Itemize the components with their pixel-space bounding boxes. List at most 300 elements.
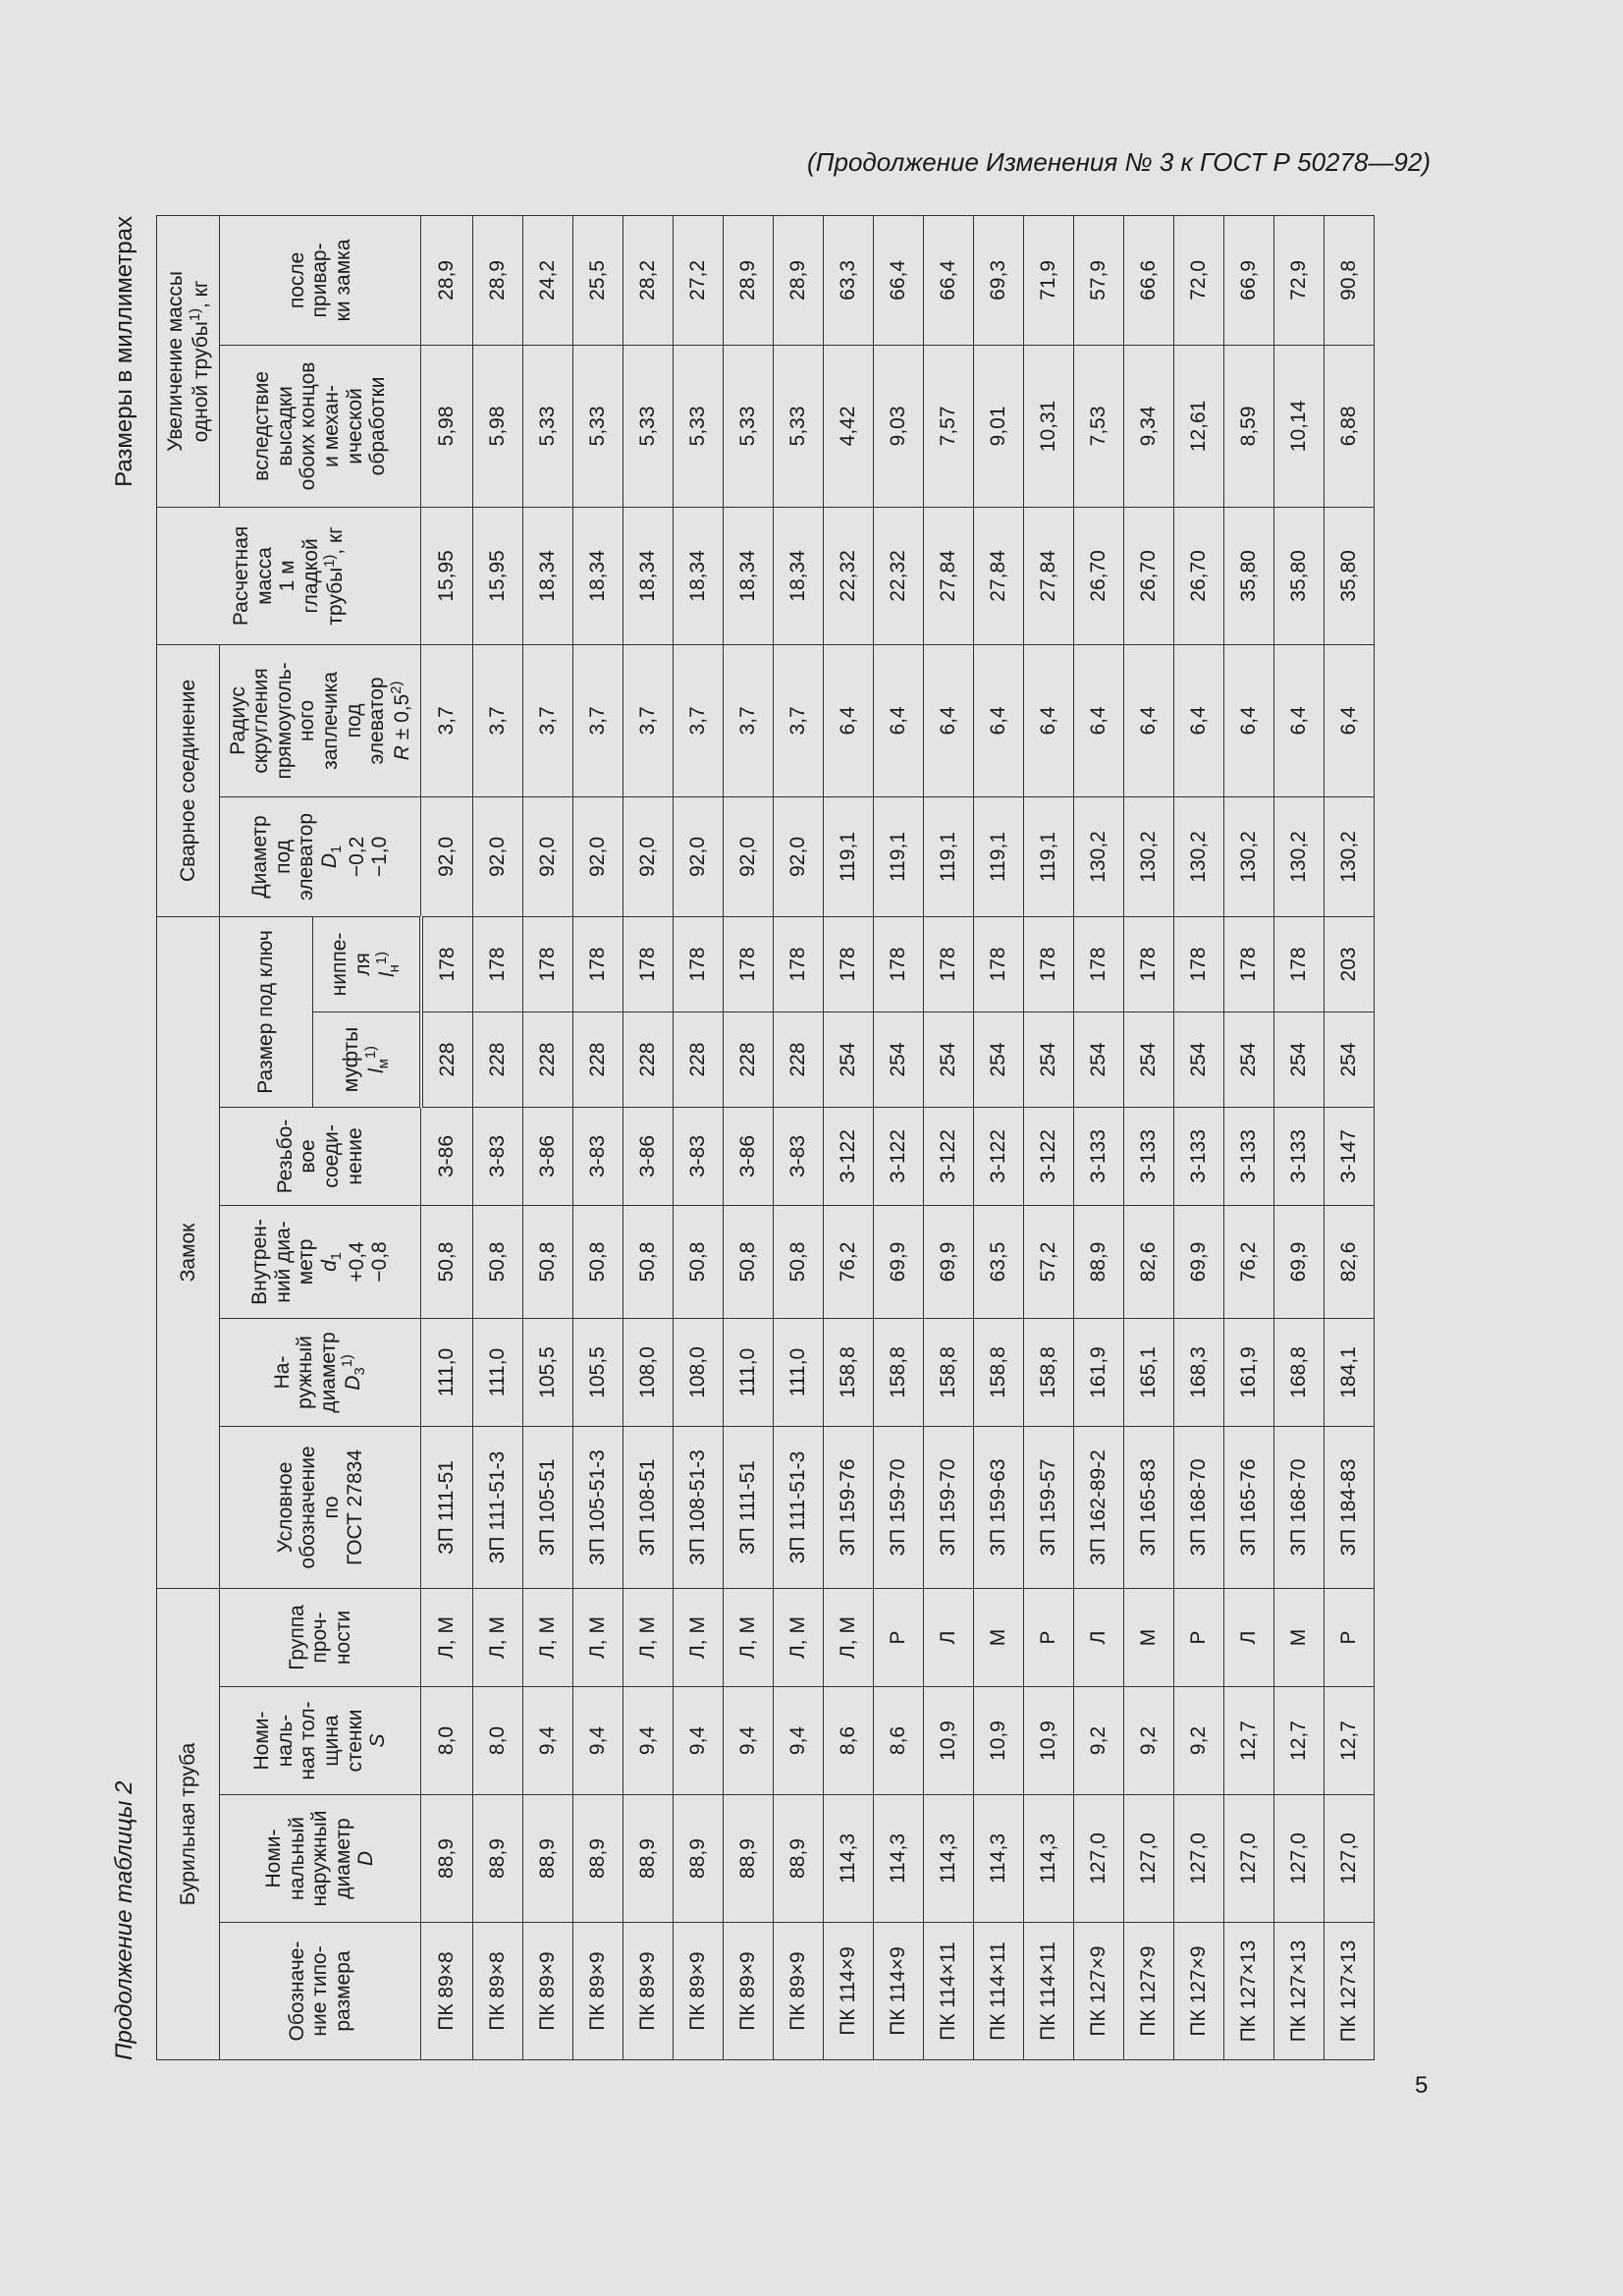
- table-cell: ЗП 105-51: [522, 1426, 572, 1588]
- table-cell: 178: [923, 916, 973, 1011]
- table-cell: ЗП 168-70: [1173, 1426, 1223, 1588]
- table-cell: Л, М: [673, 1588, 723, 1686]
- table-cell: ПК 127×9: [1073, 1923, 1123, 2060]
- table-cell: 254: [1273, 1011, 1324, 1107]
- table-cell: 178: [1273, 916, 1324, 1011]
- table-cell: ЗП 184-83: [1324, 1426, 1374, 1588]
- table-cell: З-133: [1273, 1107, 1324, 1205]
- table-cell: 228: [773, 1011, 823, 1107]
- table-cell: 254: [973, 1011, 1023, 1107]
- table-cell: 18,34: [673, 507, 723, 644]
- table-cell: 27,2: [673, 215, 723, 345]
- table-cell: 27,84: [923, 507, 973, 644]
- table-cell: 15,95: [421, 507, 473, 644]
- col-coupling-key: муфты $l_м^{1)}$: [313, 1011, 421, 1107]
- table-cell: 88,9: [673, 1795, 723, 1923]
- table-cell: 161,9: [1223, 1318, 1273, 1426]
- col-designation: Обозначе- ние типо- размера: [220, 1923, 421, 2060]
- table-row: [522, 215, 572, 2059]
- table-cell: 90,8: [1324, 215, 1374, 345]
- table-cell: 9,2: [1173, 1687, 1223, 1795]
- table-cell: 130,2: [1273, 796, 1324, 916]
- table-cell: 6,4: [873, 644, 923, 796]
- table-cell: 71,9: [1023, 215, 1073, 345]
- table-cell: 57,2: [1023, 1205, 1073, 1318]
- table-cell: 35,80: [1273, 507, 1324, 644]
- table-cell: З-147: [1324, 1107, 1374, 1205]
- table-cell: 119,1: [823, 796, 873, 916]
- table-cell: 50,8: [773, 1205, 823, 1318]
- table-cell: 88,9: [723, 1795, 773, 1923]
- table-cell: З-133: [1223, 1107, 1273, 1205]
- table-cell: 92,0: [472, 796, 522, 916]
- table-cell: 178: [673, 916, 723, 1011]
- table-cell: 82,6: [1324, 1205, 1374, 1318]
- table-cell: 26,70: [1123, 507, 1173, 644]
- col-shoulder-radius: Радиус скругления прямоуголь- ного заплечика под элеватор $R \pm 0,5^{2)}$: [220, 644, 421, 796]
- table-cell: З-83: [572, 1107, 622, 1205]
- table-cell: 10,9: [973, 1687, 1023, 1795]
- table-cell: 92,0: [522, 796, 572, 916]
- table-cell: ПК 114×9: [823, 1923, 873, 2060]
- table-cell: 254: [823, 1011, 873, 1107]
- table-cell: 92,0: [421, 796, 473, 916]
- table-cell: 178: [472, 916, 522, 1011]
- table-cell: 3,7: [673, 644, 723, 796]
- col-after-weld-mass: после привар- ки замка: [220, 215, 421, 345]
- table-cell: 6,4: [923, 644, 973, 796]
- table-cell: 228: [522, 1011, 572, 1107]
- table-cell: Л: [1073, 1588, 1123, 1686]
- col-upset-mass: вследствие высадки обоих концов и механ- ической обработки: [220, 345, 421, 507]
- table-cell: 254: [873, 1011, 923, 1107]
- table-cell: ЗП 165-83: [1123, 1426, 1173, 1588]
- table-cell: ПК 89×9: [522, 1923, 572, 2060]
- table-cell: ПК 127×9: [1173, 1923, 1223, 2060]
- table-cell: ПК 89×9: [572, 1923, 622, 2060]
- table-cell: 9,2: [1073, 1687, 1123, 1795]
- table-cell: 8,59: [1223, 345, 1273, 507]
- table-cell: 88,9: [773, 1795, 823, 1923]
- table-cell: ЗП 159-76: [823, 1426, 873, 1588]
- col-mass-per-meter: Расчетная масса 1 м гладкой трубы$^{1)}$, кг: [157, 507, 421, 644]
- table-cell: 9,4: [572, 1687, 622, 1795]
- table-cell: 114,3: [923, 1795, 973, 1923]
- table-cell: 50,8: [673, 1205, 723, 1318]
- table-cell: 6,4: [1173, 644, 1223, 796]
- table-cell: 254: [1173, 1011, 1223, 1107]
- table-cell: 50,8: [421, 1205, 473, 1318]
- table-cell: 27,84: [1023, 507, 1073, 644]
- table-cell: 9,01: [973, 345, 1023, 507]
- table-cell: 254: [1073, 1011, 1123, 1107]
- table-cell: 119,1: [873, 796, 923, 916]
- table-row: [1223, 215, 1273, 2059]
- table-cell: 178: [622, 916, 673, 1011]
- table-cell: 92,0: [572, 796, 622, 916]
- table-cell: 12,61: [1173, 345, 1223, 507]
- table-cell: 69,9: [1273, 1205, 1324, 1318]
- table-cell: 69,9: [1173, 1205, 1223, 1318]
- col-strength-group: Группа проч- ности: [220, 1588, 421, 1686]
- rotated-table-page: [103, 216, 1429, 2060]
- table-cell: 228: [622, 1011, 673, 1107]
- table-cell: 8,0: [421, 1687, 473, 1795]
- table-cell: ЗП 168-70: [1273, 1426, 1324, 1588]
- table-cell: 127,0: [1324, 1795, 1374, 1923]
- table-cell: Л, М: [572, 1588, 622, 1686]
- table-cell: 119,1: [923, 796, 973, 916]
- table-cell: 18,34: [572, 507, 622, 644]
- table-cell: Р: [1023, 1588, 1073, 1686]
- table-cell: 9,4: [673, 1687, 723, 1795]
- table-cell: 130,2: [1324, 796, 1374, 916]
- table-cell: 127,0: [1223, 1795, 1273, 1923]
- table-cell: 66,4: [873, 215, 923, 345]
- table-cell: М: [973, 1588, 1023, 1686]
- table-cell: ПК 114×11: [923, 1923, 973, 2060]
- table-cell: 28,9: [472, 215, 522, 345]
- table-cell: 228: [673, 1011, 723, 1107]
- table-cell: 105,5: [572, 1318, 622, 1426]
- table-cell: 8,0: [472, 1687, 522, 1795]
- group-drill-pipe: Бурильная труба: [157, 1588, 220, 2059]
- table-cell: 6,4: [973, 644, 1023, 796]
- col-wall-thickness: Номи- наль- ная тол- щина стенки S: [220, 1687, 421, 1795]
- table-cell: ПК 127×9: [1123, 1923, 1173, 2060]
- table-row: [1073, 215, 1123, 2059]
- table-cell: 114,3: [1023, 1795, 1073, 1923]
- table-cell: 12,7: [1324, 1687, 1374, 1795]
- table-cell: Р: [1324, 1588, 1374, 1686]
- table-cell: 228: [723, 1011, 773, 1107]
- table-cell: ПК 89×9: [723, 1923, 773, 2060]
- table-cell: 15,95: [472, 507, 522, 644]
- table-cell: ПК 89×9: [622, 1923, 673, 2060]
- table-cell: 5,98: [472, 345, 522, 507]
- table-cell: 3,7: [622, 644, 673, 796]
- table-cell: 9,4: [723, 1687, 773, 1795]
- table-cell: 7,57: [923, 345, 973, 507]
- table-cell: 76,2: [823, 1205, 873, 1318]
- table-cell: 119,1: [973, 796, 1023, 916]
- table-cell: 178: [421, 916, 473, 1011]
- table-cell: 92,0: [773, 796, 823, 916]
- table-cell: З-133: [1123, 1107, 1173, 1205]
- table-cell: 10,31: [1023, 345, 1073, 507]
- table-cell: З-86: [522, 1107, 572, 1205]
- table-cell: 111,0: [472, 1318, 522, 1426]
- table-cell: Р: [1173, 1588, 1223, 1686]
- table-cell: 88,9: [622, 1795, 673, 1923]
- table-cell: 105,5: [522, 1318, 572, 1426]
- table-cell: 178: [1123, 916, 1173, 1011]
- table-cell: 178: [823, 916, 873, 1011]
- table-cell: 18,34: [622, 507, 673, 644]
- table-cell: 3,7: [572, 644, 622, 796]
- table-cell: 24,2: [522, 215, 572, 345]
- table-cell: 114,3: [973, 1795, 1023, 1923]
- table-cell: 127,0: [1073, 1795, 1123, 1923]
- table-cell: 3,7: [723, 644, 773, 796]
- table-row: [1173, 215, 1223, 2059]
- table-cell: 8,6: [823, 1687, 873, 1795]
- table-cell: Л, М: [723, 1588, 773, 1686]
- table-cell: 6,4: [1123, 644, 1173, 796]
- table-cell: 28,2: [622, 215, 673, 345]
- table-cell: 130,2: [1073, 796, 1123, 916]
- table-cell: 92,0: [673, 796, 723, 916]
- table-cell: 158,8: [923, 1318, 973, 1426]
- table-cell: З-86: [421, 1107, 473, 1205]
- table-cell: ЗП 108-51: [622, 1426, 673, 1588]
- table-cell: 88,9: [1073, 1205, 1123, 1318]
- table-cell: З-133: [1073, 1107, 1123, 1205]
- table-cell: 50,8: [522, 1205, 572, 1318]
- table-cell: 130,2: [1123, 796, 1173, 916]
- table-row: [1023, 215, 1073, 2059]
- table-cell: 228: [572, 1011, 622, 1107]
- page-number: 5: [1415, 2072, 1429, 2099]
- table-row: [622, 215, 673, 2059]
- table-cell: 3,7: [472, 644, 522, 796]
- table-cell: 165,1: [1123, 1318, 1173, 1426]
- table-cell: 178: [1073, 916, 1123, 1011]
- table-cell: ЗП 108-51-3: [673, 1426, 723, 1588]
- table-cell: 69,9: [873, 1205, 923, 1318]
- table-cell: ПК 114×11: [973, 1923, 1023, 2060]
- table-cell: 3,7: [522, 644, 572, 796]
- table-cell: 25,5: [572, 215, 622, 345]
- table-cell: 26,70: [1173, 507, 1223, 644]
- table-cell: 66,9: [1223, 215, 1273, 345]
- group-lock: Замок: [157, 916, 220, 1588]
- table-cell: 168,3: [1173, 1318, 1223, 1426]
- table-cell: 127,0: [1123, 1795, 1173, 1923]
- col-nipple-key: ниппе- ля $l_н^{1)}$: [313, 916, 421, 1011]
- table-cell: ЗП 159-70: [923, 1426, 973, 1588]
- table-cell: ПК 89×9: [673, 1923, 723, 2060]
- table-cell: 254: [1023, 1011, 1073, 1107]
- table-cell: 22,32: [873, 507, 923, 644]
- table-row: [673, 215, 723, 2059]
- table-cell: 114,3: [823, 1795, 873, 1923]
- table-cell: 72,9: [1273, 215, 1324, 345]
- table-cell: 108,0: [673, 1318, 723, 1426]
- table-cell: ЗП 159-70: [873, 1426, 923, 1588]
- table-cell: 178: [572, 916, 622, 1011]
- caption-row: [103, 216, 156, 2060]
- table-cell: ЗП 111-51-3: [773, 1426, 823, 1588]
- table-cell: М: [1123, 1588, 1173, 1686]
- table-cell: 5,98: [421, 345, 473, 507]
- table-cell: 178: [522, 916, 572, 1011]
- table-cell: 88,9: [572, 1795, 622, 1923]
- table-row: [572, 215, 622, 2059]
- table-cell: З-86: [723, 1107, 773, 1205]
- table-cell: 12,7: [1273, 1687, 1324, 1795]
- table-cell: 178: [973, 916, 1023, 1011]
- table-cell: 26,70: [1073, 507, 1123, 644]
- table-cell: З-83: [673, 1107, 723, 1205]
- table-cell: 63,5: [973, 1205, 1023, 1318]
- table-cell: ЗП 105-51-3: [572, 1426, 622, 1588]
- table-cell: ПК 89×8: [472, 1923, 522, 2060]
- table-cell: 228: [421, 1011, 473, 1107]
- table-cell: 6,4: [1223, 644, 1273, 796]
- table-cell: 18,34: [522, 507, 572, 644]
- table-cell: 108,0: [622, 1318, 673, 1426]
- table-cell: 119,1: [1023, 796, 1073, 916]
- table-cell: 50,8: [572, 1205, 622, 1318]
- table-cell: 27,84: [973, 507, 1023, 644]
- table-cell: 35,80: [1223, 507, 1273, 644]
- table-cell: 9,2: [1123, 1687, 1173, 1795]
- table-cell: ЗП 165-76: [1223, 1426, 1273, 1588]
- table-row: [1324, 215, 1374, 2059]
- table-cell: 12,7: [1223, 1687, 1273, 1795]
- table-cell: З-86: [622, 1107, 673, 1205]
- table-cell: 178: [1223, 916, 1273, 1011]
- table-cell: Л, М: [472, 1588, 522, 1686]
- table-cell: З-83: [773, 1107, 823, 1205]
- table-cell: 228: [472, 1011, 522, 1107]
- col-lock-designation: Условное обозначение по ГОСТ 27834: [220, 1426, 421, 1588]
- table-cell: 178: [1173, 916, 1223, 1011]
- table-cell: 66,6: [1123, 215, 1173, 345]
- table-cell: 57,9: [1073, 215, 1123, 345]
- table-cell: Л, М: [773, 1588, 823, 1686]
- table-cell: 18,34: [773, 507, 823, 644]
- table-cell: З-122: [923, 1107, 973, 1205]
- table-cell: ЗП 111-51: [723, 1426, 773, 1588]
- table-cell: 92,0: [723, 796, 773, 916]
- table-row: [421, 215, 473, 2059]
- group-weld: Сварное соединение: [157, 644, 220, 916]
- table-cell: 6,88: [1324, 345, 1374, 507]
- table-cell: ПК 89×9: [773, 1923, 823, 2060]
- table-cell: 72,0: [1173, 215, 1223, 345]
- col-thread: Резьбо- вое соеди- нение: [220, 1107, 421, 1205]
- table-cell: ПК 127×13: [1273, 1923, 1324, 2060]
- table-cell: З-122: [873, 1107, 923, 1205]
- group-key-size: Размер под ключ: [220, 916, 313, 1107]
- table-cell: ПК 89×8: [421, 1923, 473, 2060]
- table-row: [873, 215, 923, 2059]
- table-cell: 254: [1223, 1011, 1273, 1107]
- table-cell: 35,80: [1324, 507, 1374, 644]
- table-cell: 203: [1324, 916, 1374, 1011]
- table-cell: 9,34: [1123, 345, 1173, 507]
- table-cell: 111,0: [421, 1318, 473, 1426]
- table-cell: 28,9: [421, 215, 473, 345]
- table-row: [472, 215, 522, 2059]
- table-cell: ПК 127×13: [1324, 1923, 1374, 2060]
- table-cell: 9,4: [622, 1687, 673, 1795]
- table-cell: З-122: [973, 1107, 1023, 1205]
- table-row: [723, 215, 773, 2059]
- table-cell: 6,4: [1324, 644, 1374, 796]
- table-cell: 3,7: [421, 644, 473, 796]
- table-cell: 50,8: [723, 1205, 773, 1318]
- table-cell: М: [1273, 1588, 1324, 1686]
- table-cell: 3,7: [773, 644, 823, 796]
- table-cell: 5,33: [572, 345, 622, 507]
- table-cell: ПК 114×11: [1023, 1923, 1073, 2060]
- table-cell: 6,4: [1073, 644, 1123, 796]
- table-cell: 184,1: [1324, 1318, 1374, 1426]
- table-cell: 254: [923, 1011, 973, 1107]
- table-cell: 158,8: [1023, 1318, 1073, 1426]
- table-cell: 69,9: [923, 1205, 973, 1318]
- table-cell: ЗП 159-57: [1023, 1426, 1073, 1588]
- table-cell: ПК 114×9: [873, 1923, 923, 2060]
- table-cell: ПК 127×13: [1223, 1923, 1273, 2060]
- table-cell: 114,3: [873, 1795, 923, 1923]
- table-cell: 130,2: [1223, 796, 1273, 916]
- group-mass-increase: Увеличение массы одной трубы$^{1)}$, кг: [157, 215, 220, 507]
- table-cell: 76,2: [1223, 1205, 1273, 1318]
- table-row: [1273, 215, 1324, 2059]
- table-body: [421, 215, 1375, 2059]
- table-cell: 127,0: [1273, 1795, 1324, 1923]
- table-cell: 178: [773, 916, 823, 1011]
- table-cell: 111,0: [723, 1318, 773, 1426]
- table-cell: 50,8: [472, 1205, 522, 1318]
- table-cell: 92,0: [622, 796, 673, 916]
- table-cell: З-83: [472, 1107, 522, 1205]
- table-cell: 178: [1023, 916, 1073, 1011]
- table-cell: 4,42: [823, 345, 873, 507]
- table-row: [973, 215, 1023, 2059]
- table-cell: 10,9: [1023, 1687, 1073, 1795]
- table-row: [923, 215, 973, 2059]
- table-cell: З-122: [1023, 1107, 1073, 1205]
- document-header-note: (Продолжение Изменения № 3 к ГОСТ Р 50278—92): [807, 147, 1431, 177]
- table-cell: ЗП 159-63: [973, 1426, 1023, 1588]
- table-header: [157, 215, 421, 2059]
- table-cell: 178: [873, 916, 923, 1011]
- table-cell: 7,53: [1073, 345, 1123, 507]
- table-cell: 69,3: [973, 215, 1023, 345]
- table-cell: 178: [723, 916, 773, 1011]
- table-cell: 28,9: [773, 215, 823, 345]
- table-cell: 88,9: [522, 1795, 572, 1923]
- table-cell: З-122: [823, 1107, 873, 1205]
- col-nominal-diameter: Номи- нальный наружный диаметр D: [220, 1795, 421, 1923]
- table-cell: 82,6: [1123, 1205, 1173, 1318]
- table-cell: 130,2: [1173, 796, 1223, 916]
- table-cell: Р: [873, 1588, 923, 1686]
- table-cell: 9,03: [873, 345, 923, 507]
- table-cell: 158,8: [973, 1318, 1023, 1426]
- table-cell: 5,33: [723, 345, 773, 507]
- table-cell: 88,9: [421, 1795, 473, 1923]
- table-cell: Л, М: [823, 1588, 873, 1686]
- table-cell: 158,8: [873, 1318, 923, 1426]
- table-cell: 161,9: [1073, 1318, 1123, 1426]
- table-cell: 6,4: [1023, 644, 1073, 796]
- table-cell: 168,8: [1273, 1318, 1324, 1426]
- col-outer-diameter-d3: На- ружный диаметр $D_3^{1)}$: [220, 1318, 421, 1426]
- table-cell: 22,32: [823, 507, 873, 644]
- table-row: [823, 215, 873, 2059]
- units-note: Размеры в миллиметрах: [111, 216, 137, 487]
- table-cell: Л: [923, 1588, 973, 1686]
- table-cell: ЗП 111-51-3: [472, 1426, 522, 1588]
- table-cell: Л, М: [421, 1588, 473, 1686]
- table-cell: 111,0: [773, 1318, 823, 1426]
